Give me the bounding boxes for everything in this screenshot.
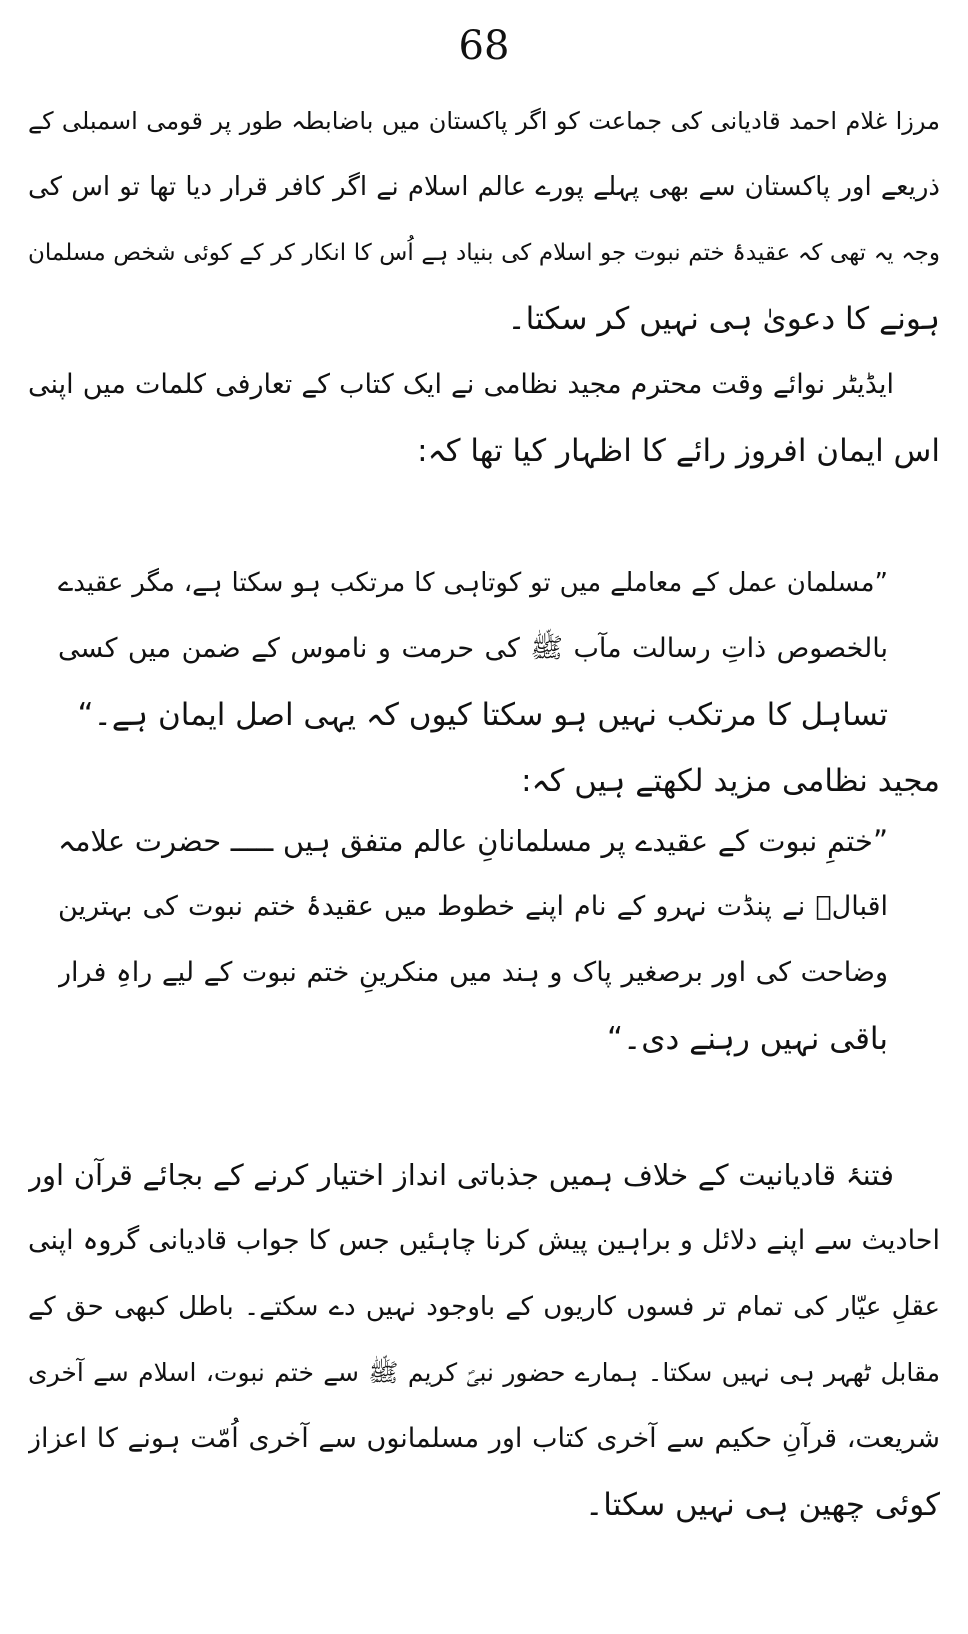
text-line: فتنۂ قادیانیت کے خلاف ہمیں جذباتی انداز اختیار کرنے کے بجائے قرآن اور bbox=[28, 1158, 894, 1192]
text-line: کوئی چھین ہی نہیں سکتا۔ bbox=[585, 1487, 940, 1523]
quote-line: اقبالؒ نے پنڈت نہرو کے نام اپنے خطوط میں عقیدۂ ختم نبوت کی بہترین bbox=[58, 891, 888, 922]
text-line: ہونے کا دعویٰ ہی نہیں کر سکتا۔ bbox=[507, 301, 940, 337]
quote-line: ”مسلمان عمل کے معاملے میں تو کوتاہی کا مرتکب ہو سکتا ہے، مگر عقیدے bbox=[58, 568, 888, 598]
quote-2 bbox=[58, 808, 888, 1072]
text-line: ذریعے اور پاکستان سے بھی پہلے پورے عالم اسلام نے اگر کافر قرار دیا تھا تو اس کی bbox=[28, 172, 940, 202]
text-line: مرزا غلام احمد قادیانی کی جماعت کو اگر پاکستان میں باضابطہ طور پر قومی اسمبلی کے bbox=[28, 107, 940, 135]
text-line: وجہ یہ تھی کہ عقیدۂ ختم نبوت جو اسلام کی بنیاد ہے اُس کا انکار کر کے کوئی شخص مسلمان bbox=[28, 240, 940, 266]
page-number: 68 bbox=[458, 23, 510, 69]
quote-line: بالخصوص ذاتِ رسالت مآب ﷺ کی حرمت و ناموس کے ضمن میں کسی bbox=[58, 633, 888, 664]
quote-line: وضاحت کی اور برصغیر پاک و ہند میں منکرینِ ختم نبوت کے لیے راہِ فرار bbox=[58, 957, 888, 988]
paragraph-3 bbox=[28, 748, 940, 814]
text-line: مقابل ٹھہر ہی نہیں سکتا۔ ہمارے حضور نبیؐ کریم ﷺ سے ختم نبوت، اسلام سے آخری bbox=[28, 1358, 940, 1387]
paragraph-1 bbox=[28, 88, 940, 352]
quote-1 bbox=[58, 550, 888, 748]
quote-line: ”ختمِ نبوت کے عقیدے پر مسلمانانِ عالم متفق ہیں ـــــ حضرت علامہ bbox=[58, 824, 888, 858]
text-line: مجید نظامی مزید لکھتے ہیں کہ: bbox=[521, 763, 940, 799]
text-line: شریعت، قرآنِ حکیم سے آخری کتاب اور مسلمانوں سے آخری اُمّت ہونے کا اعزاز bbox=[28, 1423, 940, 1454]
text-line: ایڈیٹر نوائے وقت محترم مجید نظامی نے ایک کتاب کے تعارفی کلمات میں اپنی bbox=[28, 369, 894, 400]
text-line: عقلِ عیّار کی تمام تر فسوں کاریوں کے باوجود نہیں دے سکتے۔ باطل کبھی حق کے bbox=[28, 1292, 940, 1322]
quote-line: باقی نہیں رہنے دی۔“ bbox=[607, 1021, 888, 1057]
text-line: اس ایمان افروز رائے کا اظہار کیا تھا کہ: bbox=[417, 433, 940, 469]
paragraph-2 bbox=[28, 352, 940, 484]
text-line: احادیث سے اپنے دلائل و براہین پیش کرنا چاہئیں جس کا جواب قادیانی گروہ اپنی bbox=[28, 1225, 940, 1256]
paragraph-4 bbox=[28, 1142, 940, 1538]
quote-line: تساہل کا مرتکب نہیں ہو سکتا کیوں کہ یہی اصل ایمان ہے۔“ bbox=[77, 697, 888, 733]
